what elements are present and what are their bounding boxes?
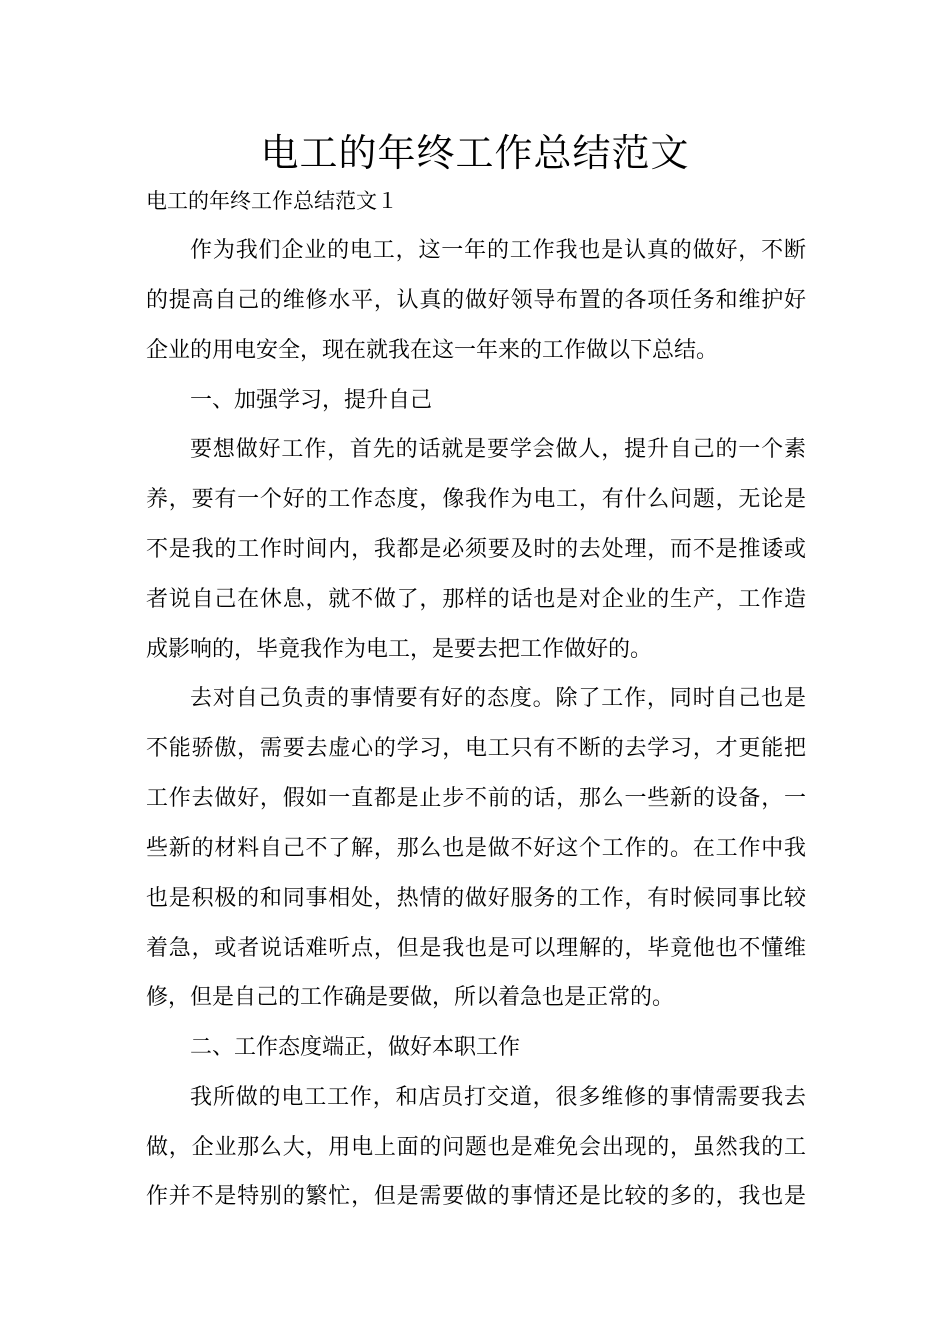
paragraph-line: 也是积极的和同事相处，热情的做好服务的工作，有时候同事比较	[146, 886, 806, 911]
document-subtitle: 电工的年终工作总结范文１	[146, 189, 398, 213]
paragraph-line: 企业的用电安全，现在就我在这一年来的工作做以下总结。	[146, 338, 719, 363]
section-heading: 一、加强学习，提升自己	[190, 388, 433, 413]
paragraph-line: 不能骄傲，需要去虚心的学习，电工只有不断的去学习，才更能把	[146, 736, 806, 761]
paragraph-line: 作并不是特别的繁忙，但是需要做的事情还是比较的多的，我也是	[146, 1184, 806, 1209]
paragraph-line: 成影响的，毕竟我作为电工，是要去把工作做好的。	[146, 637, 653, 662]
paragraph-line: 着急，或者说话难听点，但是我也是可以理解的，毕竟他也不懂维	[146, 936, 806, 961]
document-title: 电工的年终工作总结范文	[260, 131, 690, 175]
paragraph-line: 做，企业那么大，用电上面的问题也是难免会出现的，虽然我的工	[146, 1135, 806, 1160]
paragraph-line: 不是我的工作时间内，我都是必须要及时的去处理，而不是推诿或	[146, 537, 806, 562]
paragraph-line: 的提高自己的维修水平，认真的做好领导布置的各项任务和维护好	[146, 288, 806, 313]
section-heading: 二、工作态度端正，做好本职工作	[190, 1035, 521, 1060]
paragraph-line: 我所做的电工工作，和店员打交道，很多维修的事情需要我去	[190, 1085, 806, 1110]
paragraph-line: 去对自己负责的事情要有好的态度。除了工作，同时自己也是	[190, 686, 806, 711]
paragraph-line: 些新的材料自己不了解，那么也是做不好这个工作的。在工作中我	[146, 836, 806, 861]
paragraph-line: 作为我们企业的电工，这一年的工作我也是认真的做好，不断	[190, 238, 806, 263]
paragraph-line: 要想做好工作，首先的话就是要学会做人，提升自己的一个素	[190, 437, 806, 462]
paragraph-line: 者说自己在休息，就不做了，那样的话也是对企业的生产，工作造	[146, 587, 806, 612]
paragraph-line: 修，但是自己的工作确是要做，所以着急也是正常的。	[146, 985, 675, 1010]
paragraph-line: 工作去做好，假如一直都是止步不前的话，那么一些新的设备，一	[146, 786, 806, 811]
paragraph-line: 养，要有一个好的工作态度，像我作为电工，有什么问题，无论是	[146, 487, 806, 512]
